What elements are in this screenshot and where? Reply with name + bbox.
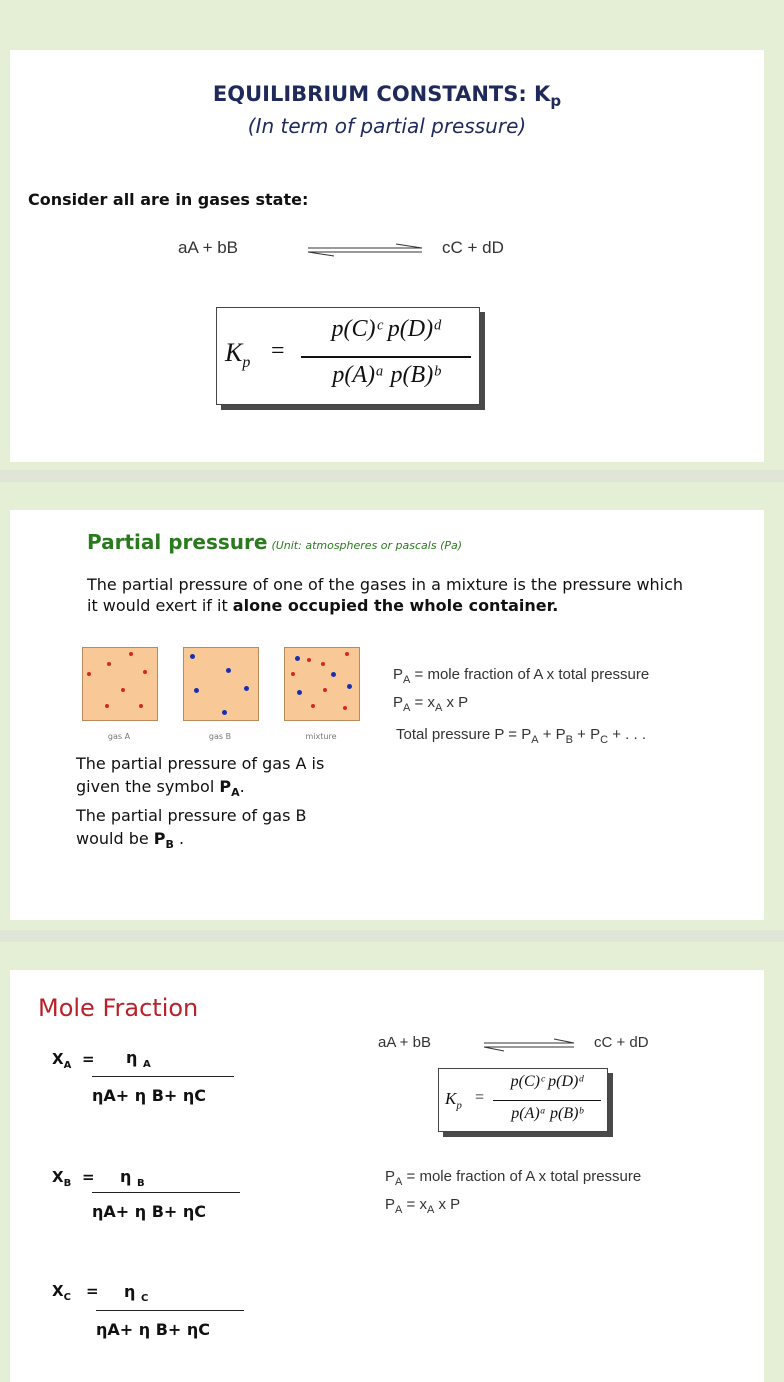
- products: cC + dD: [442, 238, 504, 257]
- gas-b-label: gas B: [208, 732, 232, 741]
- xa-equals: =: [82, 1050, 95, 1068]
- xa-numerator: η $_A$: [126, 1048, 151, 1071]
- xa-fraction-bar: [92, 1076, 234, 1077]
- equilibrium-arrow-icon: [306, 240, 426, 260]
- reactants: aA + bB: [178, 238, 239, 257]
- xb-denominator: ηA+ η B+ ηC: [92, 1202, 207, 1221]
- kp-symbol-small: $K_p$: [445, 1089, 462, 1112]
- xb-equals: =: [82, 1168, 95, 1186]
- slide-mole-fraction: [10, 970, 764, 1382]
- partial-pressure-title: Partial pressure: [87, 530, 268, 554]
- xc-equals: =: [86, 1282, 99, 1300]
- xb-fraction-bar: [92, 1192, 240, 1193]
- xa-label: $X_A$: [52, 1050, 72, 1071]
- xc-numerator: η $_C$: [124, 1282, 149, 1305]
- products-small: cC + dD: [594, 1034, 649, 1051]
- xc-fraction-bar: [96, 1310, 244, 1311]
- slide-subtitle: (In term of partial pressure): [247, 114, 527, 138]
- pa-mole-fraction-line: $P_A$ = mole fraction of A x total pressure: [393, 666, 650, 686]
- pa-xa-line: $P_A = x_A$ x P: [393, 694, 469, 714]
- mixture-label: mixture: [305, 732, 337, 741]
- pa-mole-fraction-line-small: $P_A$ = mole fraction of A x total pressure: [385, 1168, 642, 1188]
- reactants-small: aA + bB: [378, 1034, 431, 1051]
- xb-label: $X_B$: [52, 1168, 72, 1189]
- kp-formula-box-small: [438, 1068, 608, 1132]
- slide-equilibrium-constants: [10, 50, 764, 462]
- kp-denominator-small: p(A)ᵃ p(B)ᵇ: [511, 1105, 583, 1122]
- kp-formula-box: [216, 307, 480, 405]
- top-bar: [0, 0, 784, 18]
- gas-b-box: [183, 647, 259, 721]
- partial-pressure-heading: [87, 530, 462, 554]
- partial-pressure-note: The partial pressure of gas A is given the symbol $P_A$. The partial pressure of gas B would be $P_B$ .: [76, 754, 325, 852]
- slide-separator: [0, 470, 784, 482]
- xc-denominator: ηA+ η B+ ηC: [96, 1320, 211, 1339]
- total-pressure-line: Total pressure $P = P_A + P_B + P_C$ + . . .: [396, 726, 647, 746]
- kp-denominator: p(A)ᵃ p(B)ᵇ: [332, 362, 440, 388]
- kp-equals-small: =: [475, 1089, 485, 1106]
- xa-denominator: ηA+ η B+ ηC: [92, 1086, 207, 1105]
- unit-note: (Unit: atmospheres or pascals (Pa): [271, 539, 463, 552]
- partial-pressure-definition: The partial pressure of one of the gases in a mixture is the pressure which it would exert if it alone occupied the whole container.: [87, 575, 684, 615]
- kp-symbol: $K_p$: [225, 338, 251, 372]
- kp-numerator-small: p(C)ᶜ p(D)ᵈ: [510, 1073, 584, 1090]
- fraction-bar-small: [493, 1100, 601, 1101]
- gas-a-box: [82, 647, 158, 721]
- slide-separator-2: [0, 930, 784, 942]
- equilibrium-arrow-small-icon: [482, 1036, 578, 1054]
- kp-numerator: p(C)ᶜ p(D)ᵈ: [331, 316, 441, 342]
- gas-a-label: gas A: [107, 732, 131, 741]
- consider-text: Consider all are in gases state:: [28, 190, 309, 209]
- mole-fraction-title: Mole Fraction: [38, 994, 199, 1022]
- kp-equals: =: [271, 338, 285, 364]
- slide-partial-pressure: [10, 510, 764, 920]
- fraction-bar: [301, 356, 471, 358]
- mixture-box: [284, 647, 360, 721]
- xb-numerator: η $_B$: [120, 1167, 145, 1190]
- slide-title: EQUILIBRIUM CONSTANTS: $K_p$: [212, 82, 562, 111]
- pa-xa-line-small: $P_A = x_A$ x P: [385, 1196, 461, 1216]
- xc-label: $X_C$: [52, 1282, 71, 1303]
